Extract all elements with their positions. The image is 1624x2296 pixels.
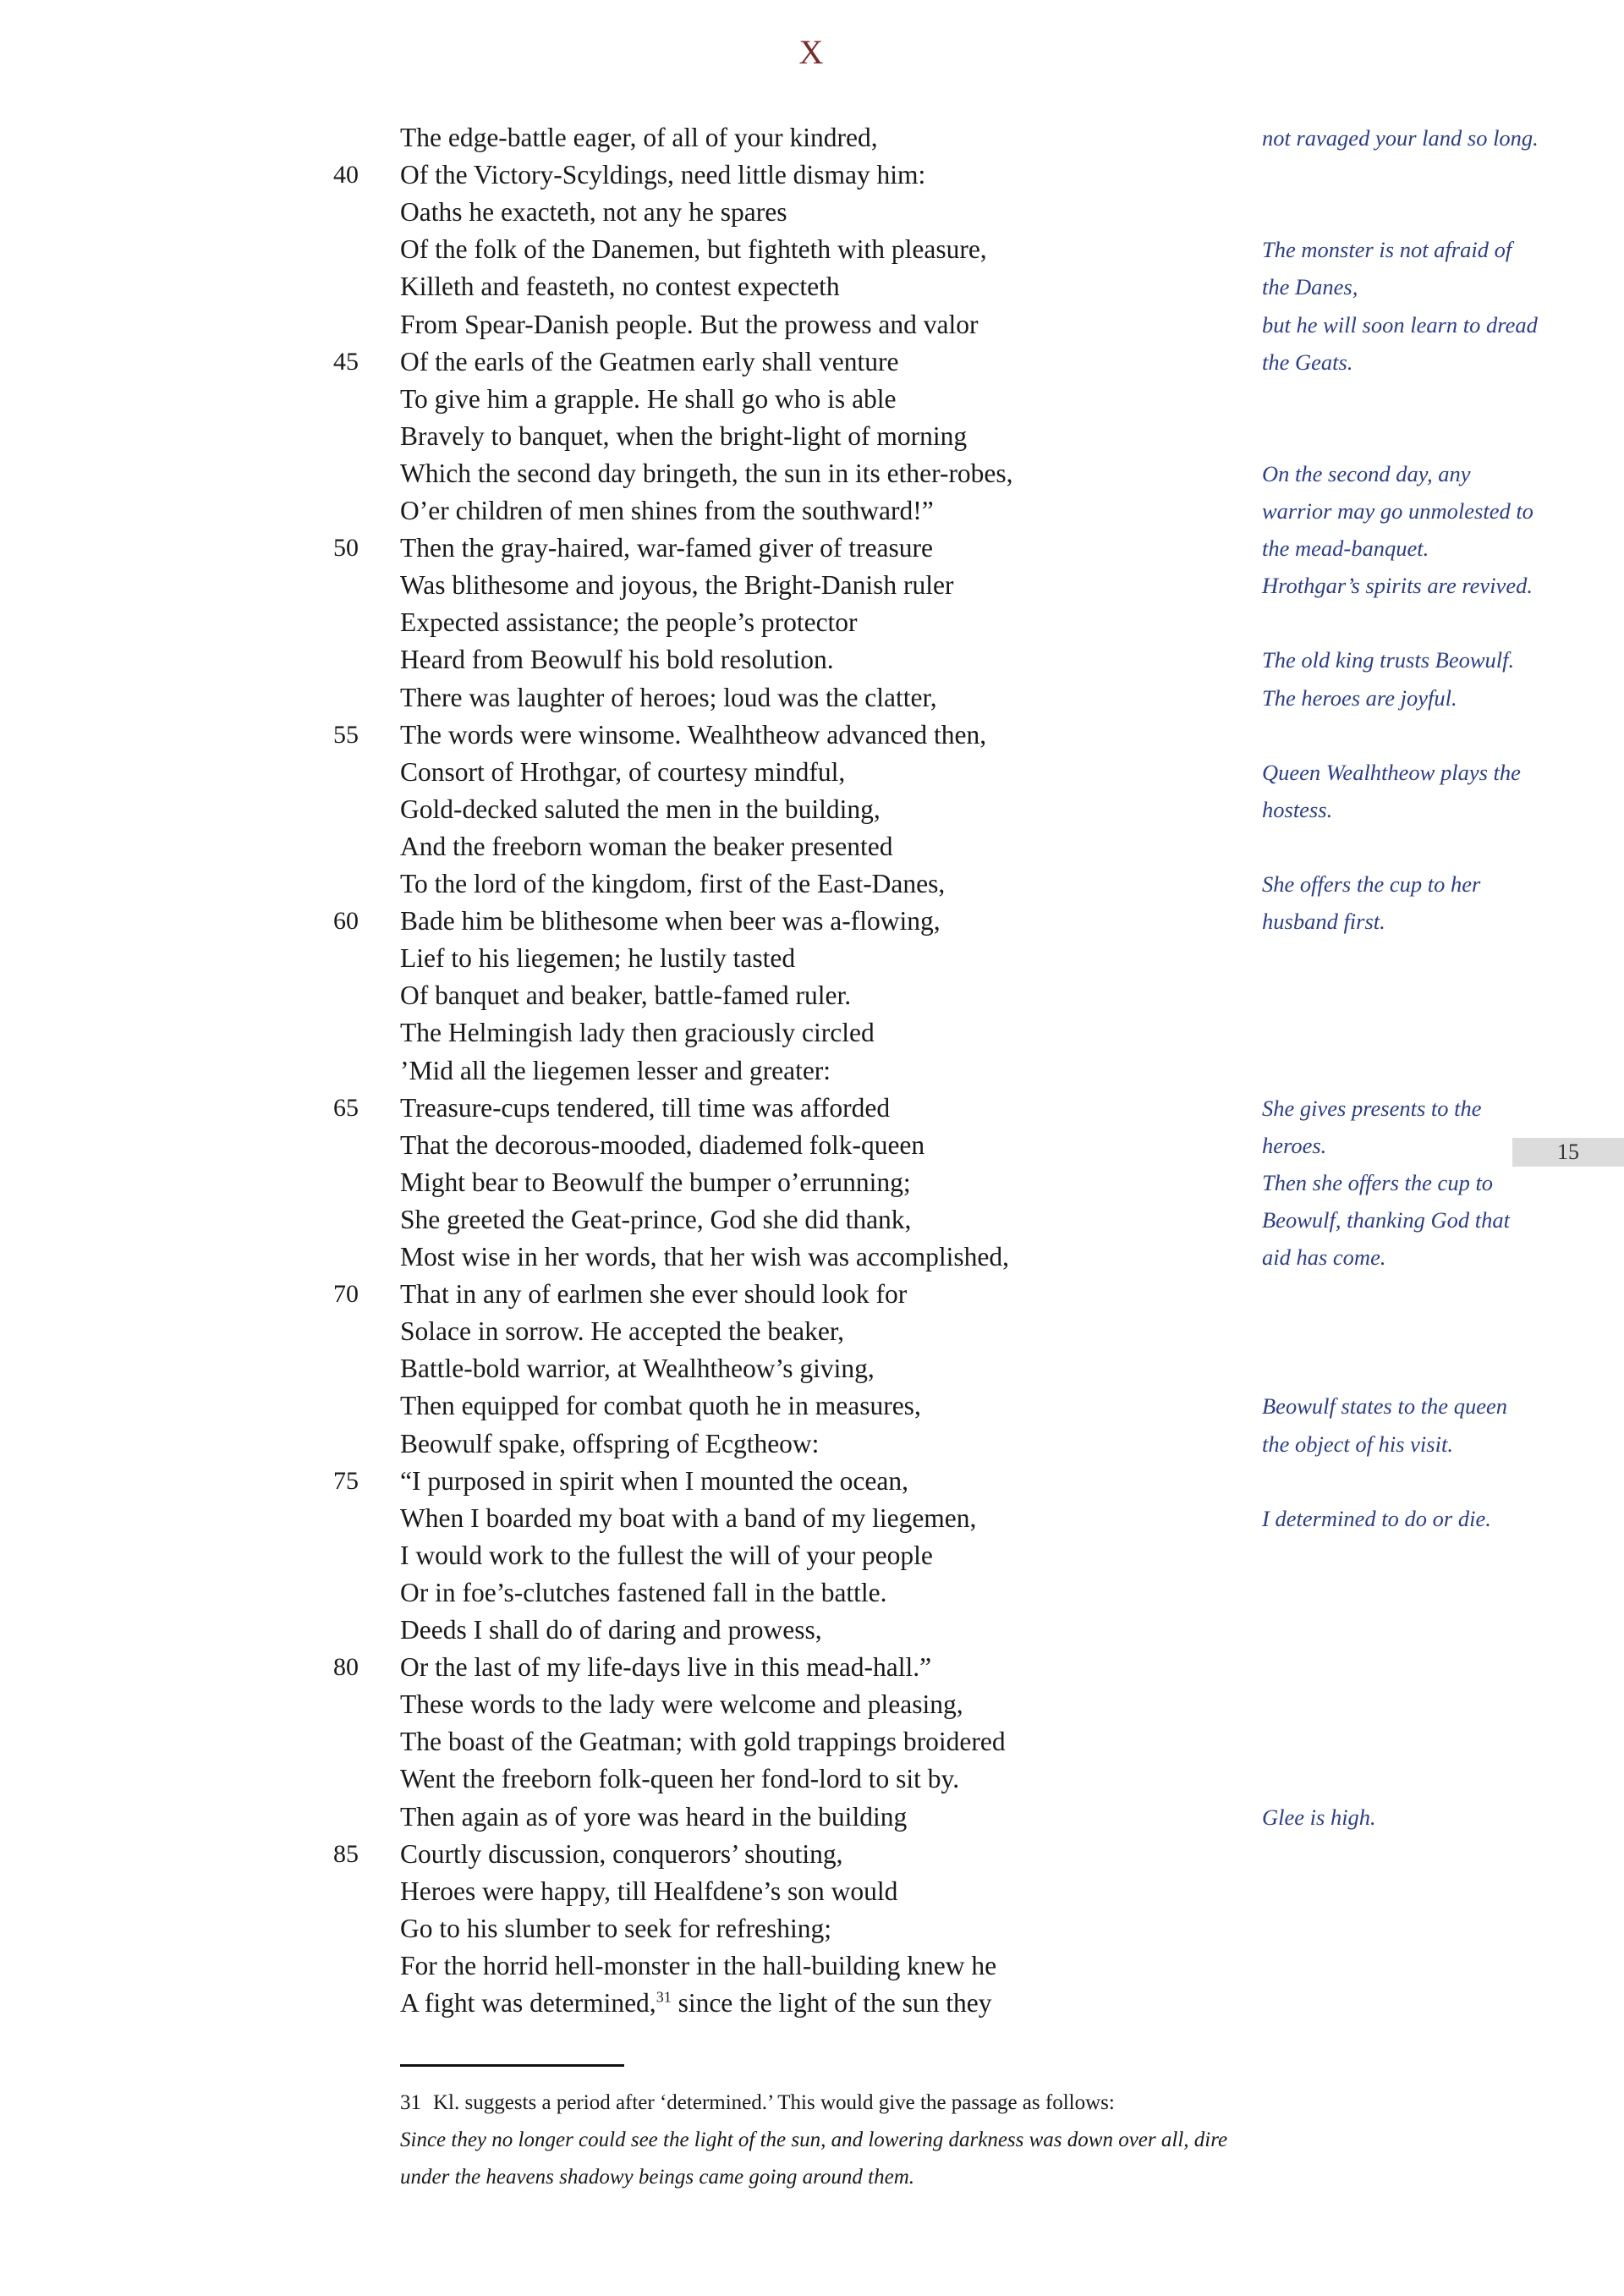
poem-line [400, 977, 851, 1014]
poem-line-text: Bravely to banquet, when the bright-light of morning [400, 421, 968, 451]
poem-line [400, 567, 953, 604]
poem-line-text: I would work to the fullest the will of your people [400, 1541, 933, 1570]
margin-gloss: On the second day, any [1262, 461, 1471, 486]
poem-line-text: Which the second day bringeth, the sun in its ether-robes, [400, 459, 1013, 488]
poem-line-text: Solace in sorrow. He accepted the beaker, [400, 1316, 844, 1346]
poem-line-text: To give him a grapple. He shall go who is able [400, 384, 897, 414]
poem-line-text: Consort of Hrothgar, of courtesy mindful, [400, 757, 846, 787]
poem-line [400, 343, 899, 381]
margin-gloss: Beowulf, thanking God that [1262, 1207, 1510, 1233]
poem-line-text: Treasure-cups tendered, till time was afforded [400, 1093, 891, 1123]
poem-line [400, 1910, 831, 1947]
poem-line-text: Lief to his liegemen; he lustily tasted [400, 943, 796, 973]
footnote-line-2: Since they no longer could see the light of the sun, and lowering darkness was down over all, dire [400, 2128, 1228, 2151]
poem-line [400, 1612, 822, 1649]
margin-gloss: hostess. [1262, 797, 1333, 822]
poem-line-text: Of the Victory-Scyldings, need little dismay him: [400, 160, 926, 190]
margin-gloss: Beowulf states to the queen [1262, 1393, 1507, 1419]
poem-line-text: When I boarded my boat with a band of my liegemen, [400, 1503, 977, 1533]
poem-line [400, 1313, 844, 1350]
poem-line [400, 1276, 907, 1313]
poem-line [400, 940, 795, 977]
poem-line-text: The Helmingish lady then graciously circled [400, 1018, 875, 1047]
poem-line-text: Battle-bold warrior, at Wealhtheow’s giving, [400, 1354, 875, 1383]
poem-line [400, 1014, 875, 1052]
footnote [400, 2085, 1246, 2196]
poem-line-text: To the lord of the kingdom, first of the East-Danes, [400, 869, 946, 898]
footnote-number: 31 [400, 2091, 421, 2114]
poem-line-text: And the freeborn woman the beaker presented [400, 832, 893, 861]
poem-line-text: Then the gray-haired, war-famed giver of treasure [400, 533, 933, 563]
line-number: 50 [333, 534, 359, 562]
poem-line-text: Deeds I shall do of daring and prowess, [400, 1615, 822, 1645]
poem-line-text: Killeth and feasteth, no contest expecteth [400, 272, 840, 301]
poem-line [400, 306, 978, 343]
poem-line [400, 1873, 897, 1910]
poem-line [400, 1164, 911, 1201]
poem-line-text: Gold-decked saluted the men in the building, [400, 794, 881, 824]
poem-line-text: Or the last of my life-days live in this mead-hall.” [400, 1652, 932, 1682]
poem-line [400, 1574, 887, 1612]
line-number: 70 [333, 1280, 359, 1308]
poem-line-text: Might bear to Beowulf the bumper o’errunning; [400, 1167, 911, 1197]
poem-line [400, 604, 858, 641]
poem-line-text: She greeted the Geat-prince, God she did thank, [400, 1205, 912, 1234]
poem-line-text: From Spear-Danish people. But the prowess and valor [400, 310, 979, 339]
margin-gloss: Then she offers the cup to [1262, 1170, 1494, 1195]
margin-gloss: She gives presents to the [1262, 1096, 1482, 1121]
poem-line-text-continued: since the light of the sun they [671, 1988, 992, 2018]
poem-line [400, 119, 878, 157]
poem-line-text: Was blithesome and joyous, the Bright-Danish ruler [400, 570, 954, 600]
margin-gloss: warrior may go unmolested to [1262, 498, 1533, 524]
margin-gloss: The heroes are joyful. [1262, 685, 1457, 711]
margin-gloss: the mead-banquet. [1262, 536, 1429, 561]
poem-line-text: There was laughter of heroes; loud was the clatter, [400, 683, 937, 712]
poem-line [400, 1239, 1009, 1276]
margin-gloss: not ravaged your land so long. [1262, 125, 1539, 151]
poem-line-text: Go to his slumber to seek for refreshing; [400, 1914, 832, 1943]
poem-line [400, 381, 897, 418]
poem-line-text: Then again as of yore was heard in the building [400, 1802, 908, 1832]
poem-line-text: Most wise in her words, that her wish was accomplished, [400, 1242, 1009, 1272]
margin-gloss: She offers the cup to her [1262, 871, 1481, 897]
poem-line-text: Heard from Beowulf his bold resolution. [400, 645, 834, 674]
poem-line [400, 1500, 976, 1537]
footnote-divider [400, 2064, 624, 2067]
poem-line [400, 679, 937, 717]
line-number: 55 [333, 721, 359, 749]
poem-line [400, 455, 1013, 492]
poem-line-text: Oaths he exacteth, not any he spares [400, 197, 787, 227]
poem-line-text: Went the freeborn folk-queen her fond-lord to sit by. [400, 1764, 960, 1793]
line-number: 75 [333, 1467, 359, 1495]
poem-line-text: Expected assistance; the people’s protector [400, 607, 858, 637]
poem-line-text: That in any of earlmen she ever should look for [400, 1279, 908, 1309]
margin-gloss: husband first. [1262, 909, 1385, 934]
poem-line [400, 268, 840, 305]
poem-line-text: For the horrid hell-monster in the hall-building knew he [400, 1951, 997, 1980]
poem-line-text: A fight was determined, [400, 1988, 656, 2018]
margin-gloss: the object of his visit. [1262, 1431, 1453, 1457]
poem-line [400, 1463, 908, 1500]
poem-line-text: “I purposed in spirit when I mounted the ocean, [400, 1466, 908, 1496]
margin-gloss: The monster is not afraid of [1262, 237, 1512, 262]
poem-line-text: Of the earls of the Geatmen early shall venture [400, 347, 899, 376]
poem-line [400, 1985, 992, 2022]
poem-line [400, 1649, 931, 1686]
margin-gloss: Hrothgar’s spirits are revived. [1262, 573, 1533, 598]
poem-line [400, 1760, 959, 1798]
margin-gloss: but he will soon learn to dread [1262, 312, 1538, 338]
page-number: 15 [1512, 1138, 1624, 1167]
margin-gloss: I determined to do or die. [1262, 1506, 1491, 1531]
line-number: 65 [333, 1094, 359, 1122]
footnote-line-3: under the heavens shadowy beings came going around them. [400, 2166, 914, 2189]
poem-line [400, 903, 941, 940]
poem-line [400, 492, 934, 530]
poem-line-text: Heroes were happy, till Healfdene’s son would [400, 1876, 898, 1906]
poem-line-text: That the decorous-mooded, diademed folk-queen [400, 1130, 925, 1160]
line-number: 60 [333, 907, 359, 935]
poem-line [400, 1201, 911, 1239]
poem-line [400, 231, 987, 268]
section-heading: X [798, 33, 826, 71]
poem-line [400, 1686, 963, 1723]
poem-line [400, 1537, 933, 1574]
poem-line [400, 1387, 921, 1425]
poem-line [400, 1127, 924, 1164]
poem-line-text: The edge-battle eager, of all of your kindred, [400, 123, 878, 152]
poem-line [400, 1723, 1006, 1760]
poem-line [400, 530, 933, 567]
poem-line-text: Beowulf spake, offspring of Ecgtheow: [400, 1429, 820, 1458]
poem-line-text: These words to the lady were welcome and pleasing, [400, 1689, 963, 1719]
poem-line [400, 865, 945, 903]
margin-gloss: heroes. [1262, 1133, 1327, 1158]
poem-line [400, 194, 787, 231]
margin-gloss: Queen Wealhtheow plays the [1262, 760, 1521, 785]
footnote-reference[interactable]: 31 [656, 1988, 672, 2006]
poem-line-text: Or in foe’s-clutches fastened fall in the battle. [400, 1578, 887, 1607]
poem-line-text: Courtly discussion, conquerors’ shouting, [400, 1839, 843, 1869]
poem-line-text: ’Mid all the liegemen lesser and greater: [400, 1056, 831, 1085]
footnote-text: Kl. suggests a period after ‘determined.’ This would give the passage as follows: [433, 2091, 1115, 2114]
poem-line [400, 791, 881, 828]
poem-line [400, 1052, 831, 1090]
poem-line [400, 1799, 907, 1836]
line-number: 85 [333, 1840, 359, 1868]
poem-line [400, 1090, 890, 1127]
poem-line [400, 641, 834, 678]
poem-line-text: The words were winsome. Wealhtheow advanced then, [400, 720, 987, 750]
poem-line-text: Of banquet and beaker, battle-famed ruler. [400, 980, 852, 1010]
poem-line [400, 828, 893, 865]
margin-gloss: Glee is high. [1262, 1804, 1376, 1830]
poem-line [400, 157, 925, 194]
poem-line-text: Then equipped for combat quoth he in measures, [400, 1391, 921, 1420]
poem-line [400, 717, 986, 754]
margin-gloss: the Geats. [1262, 349, 1353, 375]
line-number: 40 [333, 161, 359, 189]
footnote-line-1 [400, 2085, 1246, 2122]
line-number: 45 [333, 348, 359, 376]
poem-line [400, 1350, 875, 1387]
poem-line [400, 1425, 819, 1463]
margin-gloss: aid has come. [1262, 1244, 1386, 1270]
poem-line [400, 418, 967, 455]
poem-line [400, 1836, 843, 1873]
poem-line-text: Of the folk of the Danemen, but fighteth with pleasure, [400, 234, 987, 264]
margin-gloss: the Danes, [1262, 274, 1358, 299]
margin-gloss: The old king trusts Beowulf. [1262, 647, 1515, 673]
poem-line [400, 1947, 996, 1985]
poem-line [400, 754, 845, 791]
poem-line-text: O’er children of men shines from the southward!” [400, 496, 934, 525]
line-number: 80 [333, 1653, 359, 1681]
poem-line-text: Bade him be blithesome when beer was a-flowing, [400, 906, 941, 936]
poem-line-text: The boast of the Geatman; with gold trappings broidered [400, 1727, 1006, 1756]
